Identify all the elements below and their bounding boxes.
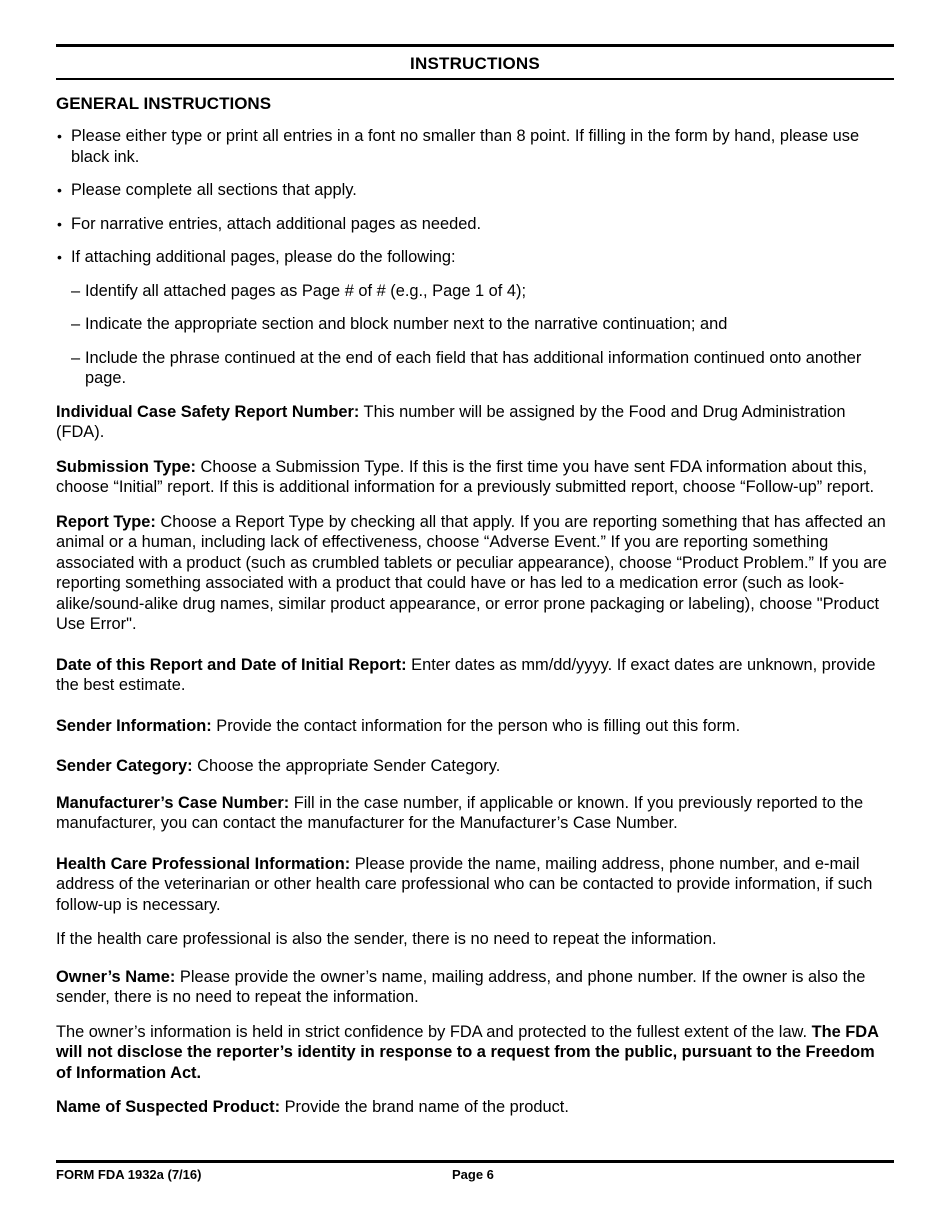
- dates-text: Enter dates as mm/dd/yyyy. If exact dates are unknown, provide the best estimate.: [56, 655, 876, 694]
- bullet-font-size: • Please either type or print all entries in a font no smaller than 8 point. If filling in the form by hand, please use black ink.: [56, 126, 894, 167]
- bullet-additional-pages-text: If attaching additional pages, please do the following:: [71, 248, 456, 266]
- header-bottom-rule: [56, 78, 894, 80]
- icsr-term: Individual Case Safety Report Number:: [56, 402, 360, 421]
- submission-type-text: Choose a Submission Type. If this is the first time you have sent FDA information about this, choose “Initial” report. If this is additional information for a previously submitted report, choose “Follow-up” report.: [56, 457, 875, 496]
- suspected-product-term: Name of Suspected Product:: [56, 1098, 281, 1116]
- report-type-paragraph: [56, 512, 894, 635]
- sender-info-text: Provide the contact information for the person who is filling out this form.: [211, 716, 741, 735]
- manufacturer-case-paragraph: [56, 793, 894, 834]
- instructions-content: [56, 94, 894, 1132]
- icsr-text: This number will be assigned by the Food and Drug Administration (FDA).: [56, 402, 846, 441]
- sender-category-term: Sender Category:: [56, 757, 193, 775]
- sub-item-indicate-section: – Indicate the appropriate section and block number next to the narrative continuation; and: [71, 314, 894, 335]
- dates-term: Date of this Report and Date of Initial Report:: [56, 655, 407, 674]
- bullet-additional-pages: [56, 247, 894, 389]
- manufacturer-case-term: Manufacturer’s Case Number:: [56, 793, 290, 812]
- icsr-paragraph: [56, 402, 894, 443]
- owner-name-text: Please provide the owner’s name, mailing address, and phone number. If the owner is also the sender, there is no need to repeat the information.: [56, 967, 866, 1006]
- bullet-narrative-entries: • For narrative entries, attach additional pages as needed.: [56, 214, 894, 235]
- footer-form-id: FORM FDA 1932a (7/16): [56, 1167, 202, 1182]
- owner-confidential-paragraph: [56, 1022, 894, 1084]
- hcp-info-paragraph: [56, 854, 894, 916]
- sub-item-include-phrase: – Include the phrase continued at the end of each field that has additional information continued onto another page.: [71, 348, 894, 389]
- suspected-product-paragraph: [56, 1097, 894, 1118]
- sender-category-paragraph: [56, 756, 894, 777]
- owner-name-term: Owner’s Name:: [56, 967, 176, 986]
- sender-category-text: Choose the appropriate Sender Category.: [192, 757, 501, 775]
- owner-confidential-bold: The FDA will not disclose the reporter’s identity in response to a request from the public, pursuant to the Freedom of Information Act.: [56, 1022, 879, 1082]
- instructions-page: [56, 0, 894, 1230]
- sender-info-paragraph: [56, 716, 894, 737]
- general-instructions-heading: GENERAL INSTRUCTIONS: [56, 94, 272, 113]
- submission-type-paragraph: [56, 457, 894, 498]
- owner-name-paragraph: [56, 967, 894, 1008]
- report-type-term: Report Type:: [56, 512, 156, 531]
- report-type-text: Choose a Report Type by checking all that apply. If you are reporting something that has affected an animal or a human, including lack of effectiveness, choose “Adverse Event.” If you are reporting something associated with a product (such as crumbled tablets or peculiar appearance), choose “Product Problem.” If you are reporting something associated with a product that could have or has led to a medication error (such as look-alike/sound-alike drug names, similar product appearance, or error prone packaging or labeling), choose "Product Use Error".: [56, 512, 887, 633]
- sender-info-term: Sender Information:: [56, 716, 212, 735]
- page-title: INSTRUCTIONS: [410, 54, 540, 73]
- hcp-info-text: Please provide the name, mailing address, phone number, and e-mail address of the veterinarian or other health care professional who can be contacted to provide information, if such follow-up is necessary.: [56, 854, 873, 914]
- header-top-rule: [56, 44, 894, 47]
- bullet-complete-sections: • Please complete all sections that apply.: [56, 180, 894, 201]
- hcp-info-term: Health Care Professional Information:: [56, 854, 351, 873]
- owner-confidential-text: The owner’s information is held in strict confidence by FDA and protected to the fullest extent of the law.: [56, 1022, 812, 1041]
- footer-rule: [56, 1160, 894, 1163]
- dates-paragraph: [56, 655, 894, 696]
- sub-item-identify-pages: – Identify all attached pages as Page # of # (e.g., Page 1 of 4);: [71, 281, 894, 302]
- manufacturer-case-text: Fill in the case number, if applicable or known. If you previously reported to the manufacturer, you can contact the manufacturer for the Manufacturer’s Case Number.: [56, 793, 864, 832]
- hcp-note-paragraph: If the health care professional is also the sender, there is no need to repeat the information.: [56, 930, 717, 948]
- footer-page-number: Page 6: [452, 1167, 494, 1182]
- submission-type-term: Submission Type:: [56, 457, 196, 476]
- general-instructions-list: [56, 126, 894, 389]
- suspected-product-text: Provide the brand name of the product.: [280, 1098, 569, 1116]
- additional-pages-sublist: [71, 281, 894, 389]
